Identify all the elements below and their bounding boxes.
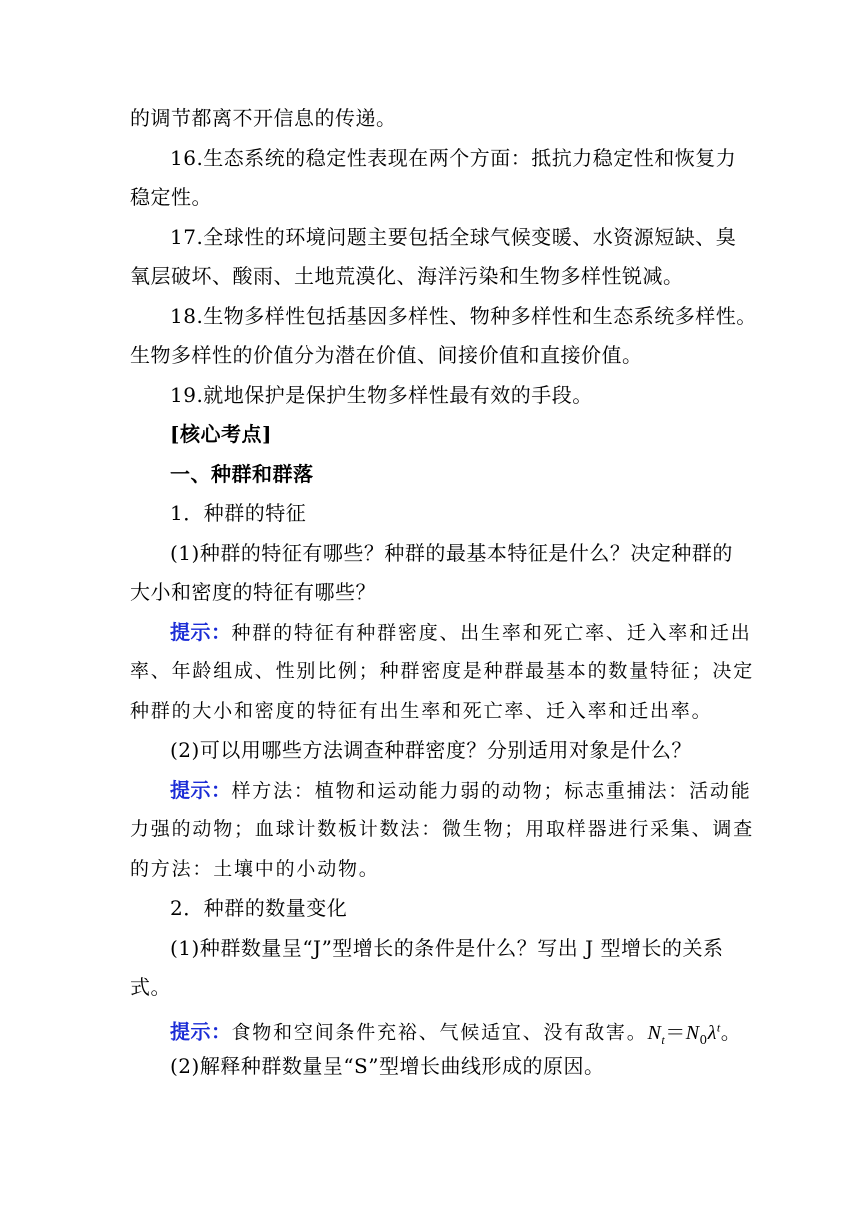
hint-text: 力强的动物；血球计数板计数法：微生物；用取样器进行采集、调查 [130,818,755,840]
text-line: 的调节都离不开信息的传递。 [130,106,397,130]
question-text: (1)种群的特征有哪些？种群的最基本特征是什么？决定种群的 [170,541,733,565]
section-heading: 一、种群和群落 [170,462,314,486]
hint-text: 种群的大小和密度的特征有出生率和死亡率、迁入率和迁出率。 [130,700,713,722]
text-line: 稳定性。 [130,185,212,209]
question-text: 式。 [130,975,171,999]
hint-text: 的方法：土壤中的小动物。 [130,858,380,880]
text-line: 17.全球性的环境问题主要包括全球气候变暖、水资源短缺、臭 [170,225,737,249]
text-line: 生物多样性的价值分为潜在价值、间接价值和直接价值。 [130,343,643,367]
text-line: 氧层破坏、酸雨、土地荒漠化、海洋污染和生物多样性锐减。 [130,264,684,288]
hint-line [170,778,752,804]
question-text: (2)可以用哪些方法调查种群密度？分别适用对象是什么？ [170,738,692,762]
text-line: 18.生物多样性包括基因多样性、物种多样性和生态系统多样性。 [170,304,757,328]
question-text: (1)种群数量呈“J”型增长的条件是什么？写出 J 型增长的关系 [170,936,724,960]
section-heading: [核心考点] [170,422,272,446]
text-line: 19.就地保护是保护生物多样性最有效的手段。 [170,383,593,407]
question-text: (2)解释种群数量呈“S”型增长曲线形成的原因。 [170,1054,605,1078]
hint-label: 提示： [170,1019,232,1044]
hint-text: 样方法：植物和运动能力弱的动物；标志重捕法：活动能 [231,780,752,802]
hint-label: 提示： [170,620,232,644]
subsection-heading: 1．种群的特征 [170,501,307,525]
hint-label: 提示： [170,778,232,802]
hint-text: 率、年龄组成、性别比例；种群密度是种群最基本的数量特征；决定 [130,660,755,682]
subsection-heading: 2．种群的数量变化 [170,896,348,920]
hint-text: 食物和空间条件充裕、气候适宜、没有敌害。 [231,1021,648,1044]
growth-formula: $N_t=N_0\lambda^t$。 [647,1019,742,1047]
question-text: 大小和密度的特征有哪些？ [130,580,376,604]
hint-line [170,1015,742,1047]
hint-text: 种群的特征有种群密度、出生率和死亡率、迁入率和迁出 [231,622,752,644]
text-line: 16.生态系统的稳定性表现在两个方面：抵抗力稳定性和恢复力 [170,146,737,170]
hint-line [170,620,752,646]
